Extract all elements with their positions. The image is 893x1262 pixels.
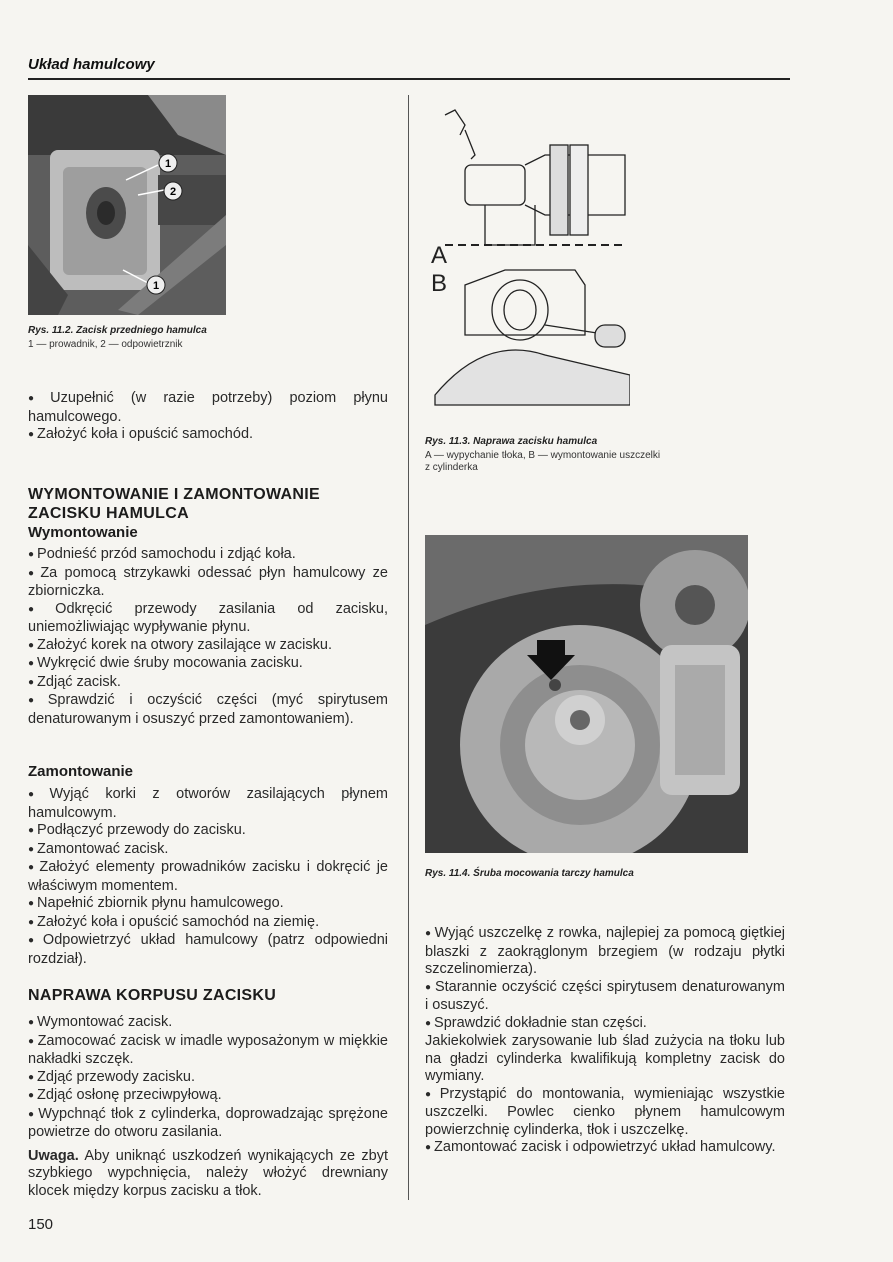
figure-label-a: A xyxy=(431,242,448,269)
installation-bullets xyxy=(28,786,388,968)
list-item: ● Starannie oczyścić części spirytusem denaturowanym i osuszyć. xyxy=(425,979,785,1015)
figure-label-b: B xyxy=(431,270,448,297)
list-item: ● Uzupełnić (w razie potrzeby) poziom płynu hamulcowego. xyxy=(28,390,388,426)
figure-11-4-photo xyxy=(425,535,748,853)
list-item: ● Założyć elementy prowadników zacisku i dokręcić je właściwym momentem. xyxy=(28,859,388,895)
figure-11-4-caption: Rys. 11.4. Śruba mocowania tarczy hamulca xyxy=(425,868,634,879)
page-number: 150 xyxy=(28,1216,54,1233)
list-item: ● Napełnić zbiornik płynu hamulcowego. xyxy=(28,895,388,914)
list-item: ● Wyjąć uszczelkę z rowka, najlepiej za pomocą giętkiej blaszki z zaokrąglonym brzegiem (w rodzaju płytki szczelinomierza). xyxy=(425,925,785,979)
note-paragraph xyxy=(28,1148,388,1201)
list-item: ● Przystąpić do montowania, wymieniając wszystkie uszczelki. Powlec cienko płynem hamulcowym powierzchnię cylinderka, tłok i uszczelkę. xyxy=(425,1086,785,1140)
callout-marker xyxy=(147,276,165,294)
list-item: ● Założyć koła i opuścić samochód na ziemię. xyxy=(28,914,388,933)
figure-11-3-drawing xyxy=(425,95,630,415)
list-item: ● Założyć koła i opuścić samochód. xyxy=(28,426,388,445)
subheading-installation: Zamontowanie xyxy=(28,763,134,780)
note-lead: Uwaga. xyxy=(28,1147,79,1164)
list-item: ● Podnieść przód samochodu i zdjąć koła. xyxy=(28,546,388,565)
list-item: ● Wypchnąć tłok z cylinderka, doprowadzając sprężone powietrze do otworu zasilania. xyxy=(28,1106,388,1142)
list-item: ● Odkręcić przewody zasilania od zacisku, uniemożliwiając wypływanie płynu. xyxy=(28,601,388,637)
list-item: ● Zamocować zacisk w imadle wyposażonym w miękkie nakładki szczęk. xyxy=(28,1033,388,1069)
list-item: ● Zamontować zacisk. xyxy=(28,841,388,860)
subheading-removal: Wymontowanie xyxy=(28,524,138,541)
list-item: ● Zdjąć osłonę przeciwpyłową. xyxy=(28,1087,388,1106)
figure-11-2-caption: Rys. 11.2. Zacisk przedniego hamulca xyxy=(28,325,207,336)
list-item: ● Wyjąć korki z otworów zasilających płynem hamulcowym. xyxy=(28,786,388,822)
figure-11-2-photo xyxy=(28,95,226,315)
callout-marker xyxy=(159,154,177,172)
note-text: Aby uniknąć uszkodzeń wynikających ze zbyt szybkiego wypchnięcia, należy włożyć drewniany klocek między korpus zacisku a tłok. xyxy=(28,1147,388,1199)
repair-bullets xyxy=(28,1014,388,1200)
section-heading-caliper-repair: NAPRAWA KORPUSU ZACISKU xyxy=(28,987,277,1004)
figure-11-2-legend: 1 — prowadnik, 2 — odpowietrznik xyxy=(28,339,183,350)
figure-11-3-caption: Rys. 11.3. Naprawa zacisku hamulca xyxy=(425,436,598,447)
list-item: ● Zdjąć przewody zacisku. xyxy=(28,1069,388,1088)
list-item: ● Zamontować zacisk i odpowietrzyć układ hamulcowy. xyxy=(425,1139,785,1158)
body-paragraph: Jakiekolwiek zarysowanie lub ślad zużycia na tłoku lub na gładzi cylinderka kwalifikują kompletny zacisk do wymiany. xyxy=(425,1033,785,1084)
section-heading-removal-installation: WYMONTOWANIE I ZAMONTOWANIE ZACISKU HAMULCA xyxy=(28,486,320,522)
callout-marker xyxy=(164,182,182,200)
list-item: ● Wymontować zacisk. xyxy=(28,1014,388,1033)
removal-bullets xyxy=(28,546,388,728)
svg-text:2: 2 xyxy=(169,186,177,198)
svg-text:1: 1 xyxy=(164,158,172,170)
column-divider xyxy=(408,95,409,1200)
intro-bullets xyxy=(28,390,388,445)
running-head: Układ hamulcowy xyxy=(28,56,155,73)
right-column-text xyxy=(425,925,785,1158)
svg-text:1: 1 xyxy=(152,280,160,292)
list-item: ● Sprawdzić i oczyścić części (myć spirytusem denaturowanym i osuszyć przed zamontowaniem). xyxy=(28,692,388,728)
list-item: ● Zdjąć zacisk. xyxy=(28,674,388,693)
list-item: ● Wykręcić dwie śruby mocowania zacisku. xyxy=(28,655,388,674)
list-item: ● Podłączyć przewody do zacisku. xyxy=(28,822,388,841)
list-item: ● Odpowietrzyć układ hamulcowy (patrz odpowiedni rozdział). xyxy=(28,932,388,968)
list-item: ● Sprawdzić dokładnie stan części. xyxy=(425,1015,785,1034)
figure-11-3-legend: A — wypychanie tłoka, B — wymontowanie uszczelki z cylinderka xyxy=(425,450,661,473)
list-item: ● Założyć korek na otwory zasilające w zacisku. xyxy=(28,637,388,656)
header-rule xyxy=(28,78,790,80)
list-item: ● Za pomocą strzykawki odessać płyn hamulcowy ze zbiorniczka. xyxy=(28,565,388,601)
